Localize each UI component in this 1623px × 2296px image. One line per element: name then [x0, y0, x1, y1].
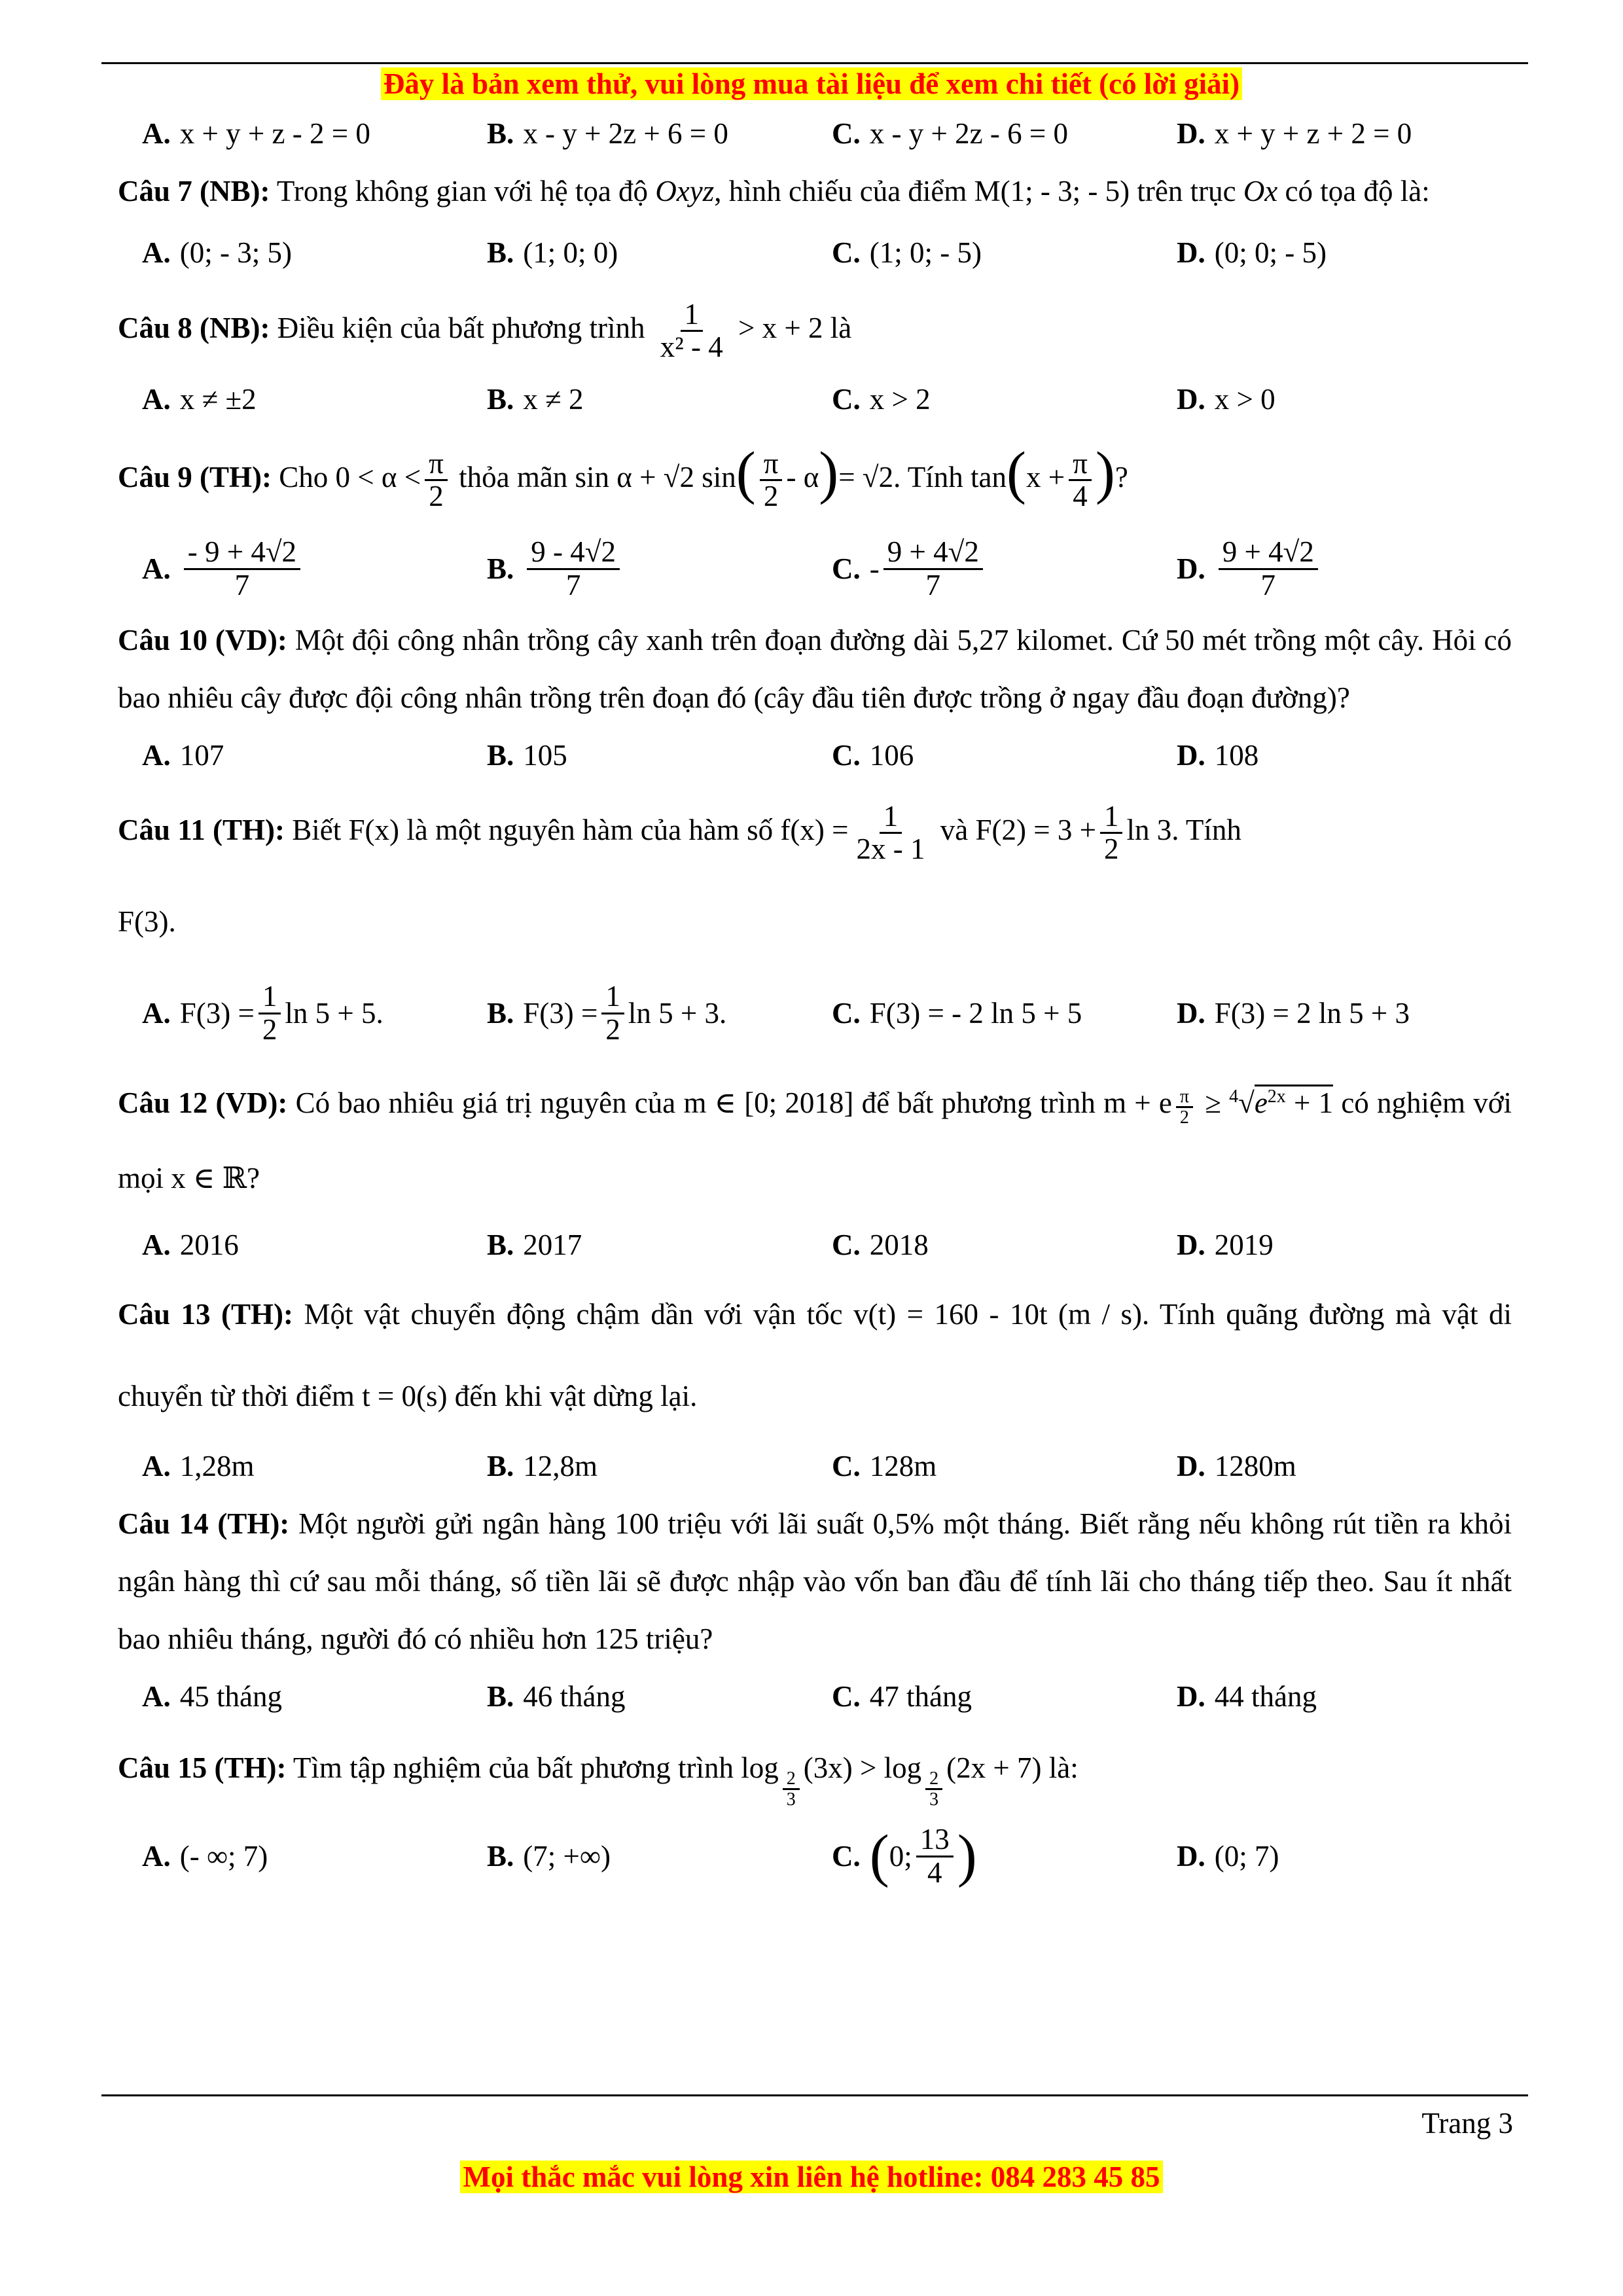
q11-option-a: A. F(3) = $\frac{1}{2}$ ln 5 + 5. — [142, 980, 383, 1046]
q13-option-c: C. 128m — [832, 1450, 937, 1482]
q15-option-b: B. (7; +∞) — [487, 1840, 611, 1873]
q7-option-b: B. (1; 0; 0) — [487, 236, 618, 269]
q11-option-b: B. F(3) = $\frac{1}{2}$ ln 5 + 3. — [487, 980, 727, 1046]
q14-option-a: A. 45 tháng — [142, 1680, 282, 1713]
q6-option-a: A. x + y + z - 2 = 0 — [142, 117, 370, 150]
q14-option-d: D. 44 tháng — [1177, 1680, 1317, 1713]
q8-options — [118, 370, 1512, 428]
q10-option-b: B. 105 — [487, 739, 567, 772]
q9-option-a: A. $\frac{- 9 + 4√2}{7}$ — [118, 537, 463, 601]
q9-option-d: D. $\frac{9 + 4√2}{7}$ — [1152, 537, 1497, 601]
q9-option-b: B. $\frac{9 - 4√2}{7}$ — [463, 537, 808, 601]
q12-options — [118, 1216, 1512, 1274]
q6-option-b: B. x - y + 2z + 6 = 0 — [487, 117, 728, 150]
hotline-banner: Mọi thắc mắc vui lòng xin liên hệ hotline: 084 283 45 85 — [0, 2159, 1623, 2195]
q6-options — [118, 105, 1512, 162]
question-15: Câu 15 (TH): Tìm tập nghiệm của bất phương trình log $_{\frac{2}{3}}$ (3x) > log $_{\frac{2}{3}}$ (2x + 7) là: — [118, 1751, 1079, 1810]
q13-option-b: B. 12,8m — [487, 1450, 598, 1482]
q10-option-d: D. 108 — [1177, 739, 1259, 772]
question-14: Câu 14 (TH): Một người gửi ngân hàng 100 triệu với lãi suất 0,5% một tháng. Biết rằng nếu không rút tiền ra khỏi ngân hàng thì cứ sau mỗi tháng, số tiền lãi sẽ được nhập vào vốn ban đầu để tính lãi cho tháng tiếp theo. Sau ít nhất bao nhiêu tháng, người đó có nhiều hơn 125 triệu? — [118, 1507, 1512, 1655]
q14-option-c: C. 47 tháng — [832, 1680, 972, 1713]
q7-option-a: A. (0; - 3; 5) — [142, 236, 292, 269]
q9-option-c: C. - $\frac{9 + 4√2}{7}$ — [808, 537, 1152, 601]
q12-option-a: A. 2016 — [142, 1229, 239, 1261]
question-9: Câu 9 (TH): Cho 0 < α < $\frac{\pi}{2}$ thỏa mãn sin α + √2 sin( $\frac{\pi}{2}$ - α)= √2. Tính tan(x + $\frac{\pi}{4}$ )? — [118, 440, 1128, 513]
q8-option-c: C. x > 2 — [832, 383, 931, 416]
top-rule — [101, 62, 1528, 64]
question-10: Câu 10 (VD): Một đội công nhân trồng cây xanh trên đoạn đường dài 5,27 kilomet. Cứ 50 mét trồng một cây. Hỏi có bao nhiêu cây được đội công nhân trồng trên đoạn đó (cây đầu tiên được trồng ở ngay đầu đoạn đường)? — [118, 624, 1512, 714]
q15-option-a: A. (- ∞; 7) — [142, 1840, 268, 1873]
q13-option-a: A. 1,28m — [142, 1450, 255, 1482]
q15-options — [118, 1810, 1512, 1902]
q13-option-d: D. 1280m — [1177, 1450, 1296, 1482]
q14-option-b: B. 46 tháng — [487, 1680, 626, 1713]
q12-option-d: D. 2019 — [1177, 1229, 1274, 1261]
page-content — [118, 105, 1512, 1902]
question-11: Câu 11 (TH): Biết F(x) là một nguyên hàm của hàm số f(x) = $\frac{1}{2x - 1}$ và F(2) = 3 + $\frac{1}{2}$ ln 3. Tính F(3). — [118, 799, 1241, 938]
q12-option-c: C. 2018 — [832, 1229, 929, 1261]
q6-option-c: C. x - y + 2z - 6 = 0 — [832, 117, 1068, 150]
q13-options — [118, 1437, 1512, 1495]
q15-option-d: D. (0; 7) — [1177, 1840, 1279, 1873]
q12-option-b: B. 2017 — [487, 1229, 582, 1261]
q8-option-b: B. x ≠ 2 — [487, 383, 584, 416]
bottom-rule — [101, 2094, 1528, 2096]
q8-option-d: D. x > 0 — [1177, 383, 1275, 416]
preview-banner: Đây là bản xem thử, vui lòng mua tài liệu để xem chi tiết (có lời giải) — [0, 65, 1623, 102]
q10-option-a: A. 107 — [142, 739, 224, 772]
question-8: Câu 8 (NB): Điều kiện của bất phương trình $\frac{1}{\text{x² - 4}}$ > x + 2 là — [118, 297, 852, 364]
q7-option-d: D. (0; 0; - 5) — [1177, 236, 1327, 269]
q8-fraction: $\frac{1}{\text{x² - 4}}$ — [660, 297, 723, 364]
q7-options — [118, 220, 1512, 285]
q10-options — [118, 726, 1512, 784]
question-12: Câu 12 (VD): Có bao nhiêu giá trị nguyên của m ∈ [0; 2018] để bất phương trình m + e $^{\frac{\pi}{2}}$ ≥ $^4√e^{2x} + 1$ có nghiệm với mọi x ∈ ℝ? — [118, 1059, 1512, 1216]
q8-option-a: A. x ≠ ±2 — [142, 383, 257, 416]
q11-option-d: D. F(3) = 2 ln 5 + 3 — [1177, 997, 1410, 1030]
q11-options — [118, 967, 1512, 1059]
q14-options — [118, 1668, 1512, 1725]
question-7: Câu 7 (NB): Trong không gian với hệ tọa độ Oxyz, hình chiếu của điểm M(1; - 3; - 5) trên trục Ox có tọa độ là: — [118, 175, 1430, 207]
q7-option-c: C. (1; 0; - 5) — [832, 236, 982, 269]
question-13: Câu 13 (TH): Một vật chuyển động chậm dần với vận tốc v(t) = 160 - 10t (m / s). Tính quãng đường mà vật di chuyển từ thời điểm t = 0(s) đến khi vật dừng lại. — [118, 1298, 1512, 1412]
q6-option-d: D. x + y + z + 2 = 0 — [1177, 117, 1412, 150]
q9-options — [118, 526, 1512, 611]
q11-option-c: C. F(3) = - 2 ln 5 + 5 — [832, 997, 1082, 1030]
page-number: Trang 3 — [1421, 2107, 1513, 2140]
q15-option-c: C. ( 0; $\frac{13}{4}$ ) — [832, 1823, 977, 1889]
q10-option-c: C. 106 — [832, 739, 914, 772]
